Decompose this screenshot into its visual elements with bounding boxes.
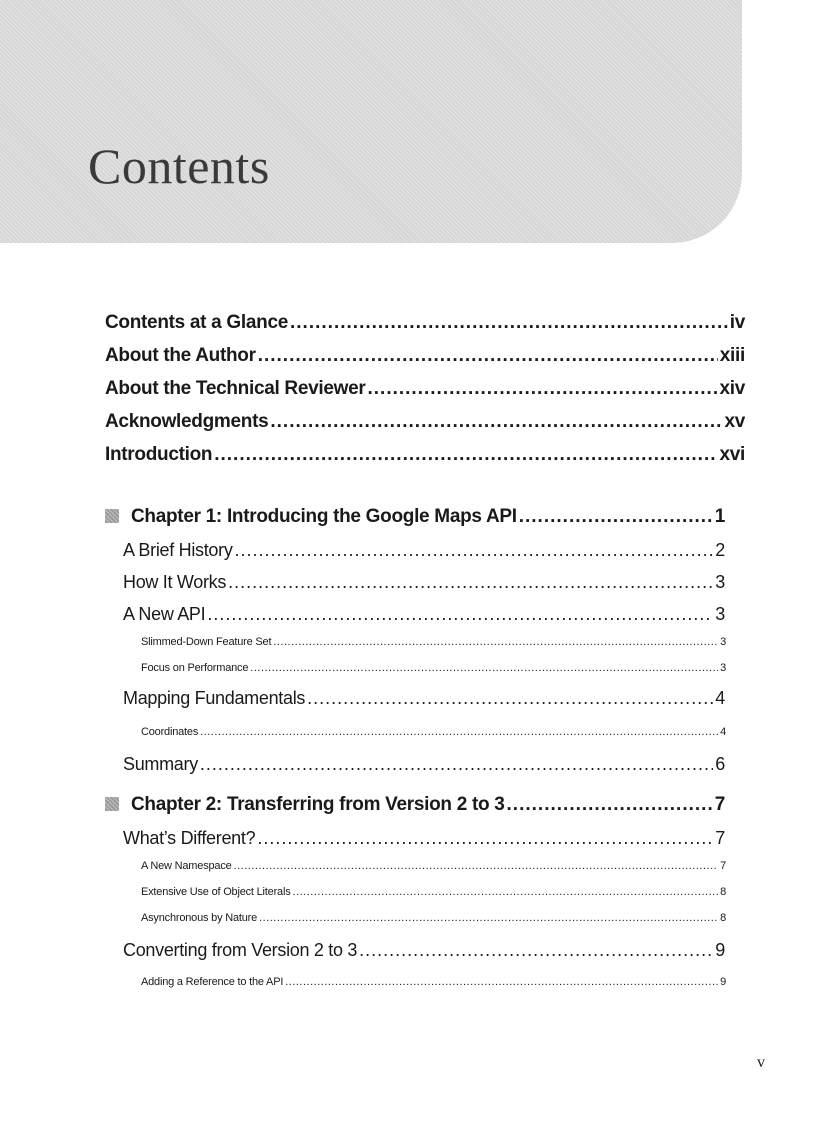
dot-leader	[359, 940, 713, 961]
toc-entry-page: 8	[720, 886, 726, 898]
toc-entry-title: Converting from Version 2 to 3	[123, 940, 358, 960]
toc-entry-contents-at-a-glance[interactable]	[105, 312, 745, 334]
toc-subsection[interactable]	[141, 636, 726, 648]
dot-leader	[250, 662, 718, 674]
toc-entry-title: Extensive Use of Object Literals	[141, 886, 291, 898]
toc-section[interactable]	[123, 828, 725, 849]
toc-entry-title: A New API	[123, 604, 206, 624]
chapter-bullet-icon	[105, 797, 119, 811]
toc-entry-title: Summary	[123, 754, 198, 774]
toc-entry-page: 7	[715, 828, 725, 848]
toc-entry-title: Mapping Fundamentals	[123, 688, 306, 708]
toc-entry-about-the-technical-reviewer[interactable]	[105, 378, 745, 400]
toc-entry-title: Asynchronous by Nature	[141, 912, 258, 924]
toc-entry-title: Coordinates	[141, 726, 199, 738]
toc-section[interactable]	[123, 688, 725, 709]
toc-entry-about-the-author[interactable]	[105, 345, 745, 367]
toc-chapter-2[interactable]	[105, 794, 725, 816]
toc-entry-page: 1	[714, 506, 725, 527]
toc-entry-title: About the Technical Reviewer	[105, 378, 366, 399]
toc-chapter-title: Chapter 1: Introducing the Google Maps API	[131, 506, 517, 527]
toc-entry-page: 3	[715, 604, 725, 624]
toc-entry-page: 7	[714, 794, 725, 815]
toc-chapter-1[interactable]	[105, 506, 725, 528]
toc-entry-introduction[interactable]	[105, 444, 745, 466]
toc-entry-acknowledgments[interactable]	[105, 411, 745, 433]
toc-section[interactable]	[123, 754, 725, 775]
toc-entry-title: What’s Different?	[123, 828, 256, 848]
dot-leader	[367, 378, 717, 400]
toc-entry-title: Adding a Reference to the API	[141, 976, 284, 988]
dot-leader	[273, 636, 718, 648]
toc-entry-title: Focus on Performance	[141, 662, 249, 674]
page-title: Contents	[88, 138, 270, 194]
toc-entry-page: 7	[720, 860, 726, 872]
dot-leader	[259, 912, 718, 924]
toc-entry-page: 4	[715, 688, 725, 708]
toc-section[interactable]	[123, 540, 725, 561]
toc-entry-page: 6	[715, 754, 725, 774]
dot-leader	[257, 828, 713, 849]
chapter-bullet-icon	[105, 509, 119, 523]
toc-entry-page: 9	[720, 976, 726, 988]
dot-leader	[207, 604, 713, 625]
toc-entry-title: How It Works	[123, 572, 227, 592]
toc-entry-page: xiv	[719, 378, 745, 399]
page-number: v	[757, 1054, 765, 1071]
toc-subsection[interactable]	[141, 860, 726, 872]
dot-leader	[200, 754, 713, 775]
toc-entry-page: 9	[715, 940, 725, 960]
toc-entry-page: xiii	[719, 345, 745, 366]
dot-leader	[228, 572, 713, 593]
dot-leader	[235, 540, 714, 561]
toc-section[interactable]	[123, 604, 725, 625]
toc-subsection[interactable]	[141, 662, 726, 674]
toc-entry-title: Acknowledgments	[105, 411, 269, 432]
toc-entry-page: iv	[729, 312, 745, 333]
toc-subsection[interactable]	[141, 726, 726, 738]
toc-chapter-title: Chapter 2: Transferring from Version 2 to 3	[131, 794, 505, 815]
toc-entry-page: 4	[720, 726, 726, 738]
toc-entry-page: 3	[720, 636, 726, 648]
dot-leader	[285, 976, 718, 988]
dot-leader	[290, 312, 728, 334]
toc-section[interactable]	[123, 940, 725, 961]
dot-leader	[293, 886, 719, 898]
toc-subsection[interactable]	[141, 976, 726, 988]
toc-entry-page: 8	[720, 912, 726, 924]
toc-section[interactable]	[123, 572, 725, 593]
toc-entry-title: A Brief History	[123, 540, 233, 560]
toc-entry-page: 3	[720, 662, 726, 674]
toc-entry-title: Contents at a Glance	[105, 312, 288, 333]
toc-entry-page: xv	[724, 411, 745, 432]
toc-entry-title: About the Author	[105, 345, 256, 366]
toc-entry-title: A New Namespace	[141, 860, 232, 872]
dot-leader	[270, 411, 722, 433]
toc-subsection[interactable]	[141, 912, 726, 924]
toc-entry-page: xvi	[719, 444, 745, 465]
dot-leader	[200, 726, 718, 738]
dot-leader	[258, 345, 718, 367]
toc-entry-title: Introduction	[105, 444, 213, 465]
dot-leader	[519, 506, 713, 528]
toc-subsection[interactable]	[141, 886, 726, 898]
toc-entry-title: Slimmed-Down Feature Set	[141, 636, 272, 648]
toc-entry-page: 2	[715, 540, 725, 560]
header-band	[0, 0, 742, 243]
dot-leader	[507, 794, 713, 816]
toc-entry-page: 3	[715, 572, 725, 592]
dot-leader	[214, 444, 717, 466]
dot-leader	[234, 860, 719, 872]
dot-leader	[307, 688, 713, 709]
